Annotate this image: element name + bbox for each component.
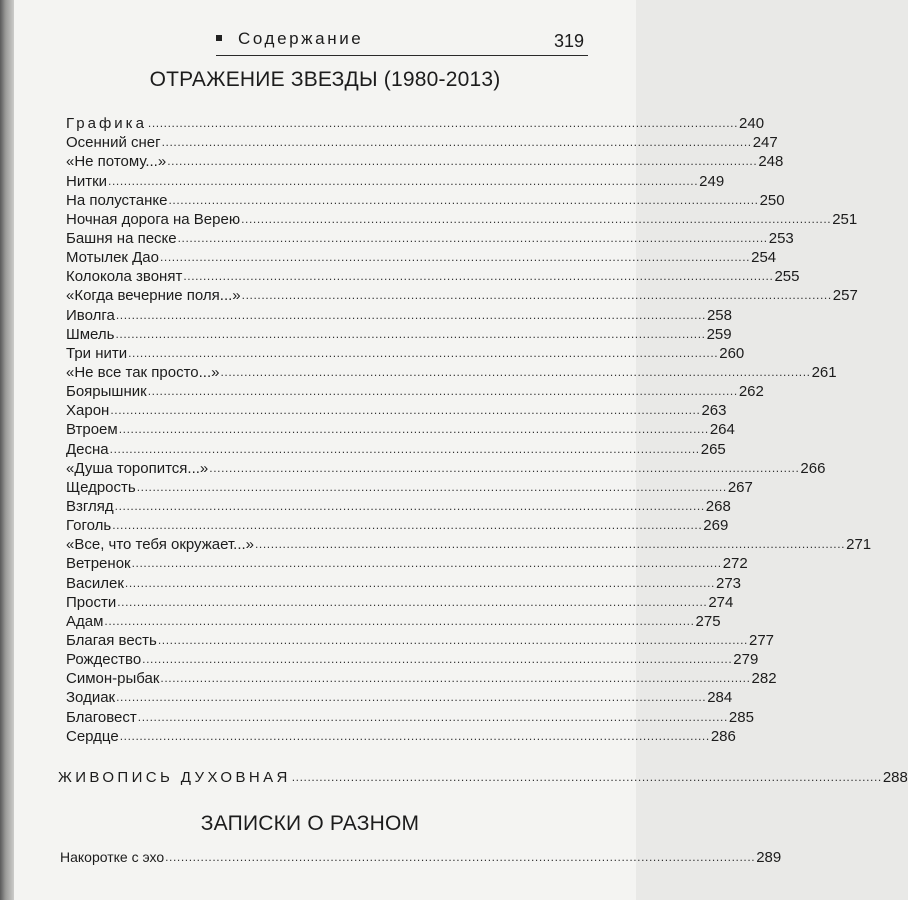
- toc-entry-page: 248: [758, 153, 784, 171]
- toc-entry: [66, 669, 777, 688]
- toc-entry-title: Ночная дорога на Верею: [66, 210, 241, 228]
- toc-entry-title: Гоголь: [66, 517, 112, 535]
- toc-entry-page: 269: [703, 517, 729, 535]
- toc-entry-title: Зодиак: [66, 689, 116, 707]
- toc-entry: [66, 516, 729, 535]
- toc-entry-title: Боярышник: [66, 383, 147, 401]
- toc-entry-title: Сердце: [66, 727, 119, 745]
- toc-entry: [66, 631, 775, 650]
- toc-entry-title: Ветренок: [66, 555, 131, 573]
- toc-entry-title: На полустанке: [66, 191, 168, 209]
- bullet-icon: [216, 35, 222, 41]
- toc-leader: ......................................................................................................................................................: [209, 460, 800, 475]
- toc-leader: ......................................................................................................................................................: [147, 384, 738, 399]
- toc-leader: ......................................................................................................................................................: [168, 192, 759, 207]
- toc-entry-title: Адам: [66, 612, 104, 630]
- toc-entry-page: 262: [738, 383, 764, 401]
- toc-entry-page: 274: [708, 593, 734, 611]
- toc-leader: ......................................................................................................................................................: [142, 652, 733, 667]
- toc-entry-title: Десна: [66, 440, 109, 458]
- toc-entry: [66, 573, 742, 592]
- toc-entry-title: Башня на песке: [66, 229, 177, 247]
- toc-entry-page: 272: [722, 555, 748, 573]
- toc-entry-page: 285: [728, 708, 754, 726]
- toc-entry: [66, 650, 759, 669]
- toc-entry-title: Нитки: [66, 172, 108, 190]
- toc-entry-title: Колокола звонят: [66, 268, 183, 286]
- toc-entry-title: Втроем: [66, 421, 118, 439]
- toc-entry-title: Благовест: [66, 708, 137, 726]
- toc-entry: [66, 152, 784, 171]
- toc-leader: ......................................................................................................................................................: [255, 537, 846, 552]
- toc-entry: [66, 459, 826, 478]
- toc-leader: ......................................................................................................................................................: [118, 422, 709, 437]
- toc-leader: ......................................................................................................................................................: [183, 269, 774, 284]
- toc-leader: ......................................................................................................................................................: [136, 479, 727, 494]
- toc-entry: [66, 248, 777, 267]
- toc-entry-title: Три нити: [66, 344, 128, 362]
- toc-leader: ......................................................................................................................................................: [114, 498, 705, 513]
- toc-entry: [66, 267, 800, 286]
- toc-entry-page: 247: [752, 134, 778, 152]
- toc-entry: [66, 535, 872, 554]
- toc-entry: [66, 229, 794, 248]
- toc-entry: [66, 707, 754, 726]
- toc-entry-page: 261: [811, 363, 837, 381]
- toc-leader: ......................................................................................................................................................: [160, 671, 751, 686]
- toc-entry-page: 284: [707, 689, 733, 707]
- running-head: [216, 29, 588, 56]
- toc-leader: ......................................................................................................................................................: [117, 594, 708, 609]
- toc-entry: [66, 286, 858, 305]
- toc-entry-title: Благая весть: [66, 631, 157, 649]
- toc-leader: ......................................................................................................................................................: [115, 307, 706, 322]
- toc-leader: ......................................................................................................................................................: [160, 250, 751, 265]
- toc-entry-title: Осенний снег: [66, 134, 161, 152]
- toc-entry: [66, 305, 732, 324]
- toc-leader: ......................................................................................................................................................: [112, 518, 703, 533]
- toc-leader: ......................................................................................................................................................: [157, 632, 748, 647]
- toc-entry-page: 277: [748, 631, 775, 649]
- toc-list: [66, 114, 872, 746]
- toc-entry-page: 254: [751, 249, 777, 267]
- toc-leader: ......................................................................................................................................................: [104, 613, 695, 628]
- toc-entry: [66, 325, 732, 344]
- toc-entry-title: Иволга: [66, 306, 115, 324]
- toc-entry-page: 286: [710, 727, 736, 745]
- toc-entry: [66, 420, 735, 439]
- toc-entry-title: «Душа торопится...»: [66, 459, 209, 477]
- toc-entry-page: 271: [846, 536, 872, 554]
- toc-entry-page: 263: [701, 402, 727, 420]
- toc-entry-page: 251: [832, 210, 858, 228]
- toc-leader: ......................................................................................................................................................: [109, 441, 700, 456]
- toc-leader: ......................................................................................................................................................: [161, 135, 752, 150]
- toc-leader: ......................................................................................................................................................: [137, 709, 728, 724]
- toc-leader: ......................................................................................................................................................: [177, 230, 768, 245]
- toc-entry: [66, 478, 753, 497]
- running-head-title: Содержание: [238, 29, 364, 48]
- toc-entry: [66, 401, 727, 420]
- toc-entry: [66, 439, 726, 458]
- toc-entry-page: 273: [716, 574, 742, 592]
- toc-leader: ......................................................................................................................................................: [110, 403, 701, 418]
- toc-leader: ......................................................................................................................................................: [220, 364, 811, 379]
- toc-entry-page: 240: [739, 115, 765, 133]
- toc-entry-page: 288: [882, 769, 908, 786]
- toc-leader: ......................................................................................................................................................: [115, 326, 706, 341]
- toc-leader: ......................................................................................................................................................: [241, 211, 832, 226]
- toc-entry: [66, 727, 736, 746]
- toc-entry-title: «Не потому...»: [66, 153, 167, 171]
- toc-leader: ......................................................................................................................................................: [147, 116, 739, 131]
- toc-entry-page: 259: [706, 325, 732, 343]
- toc-entry: [66, 114, 765, 133]
- toc-entry-title: «Не все так просто...»: [66, 363, 220, 381]
- toc-leader: ......................................................................................................................................................: [167, 154, 758, 169]
- toc-entry: [66, 171, 725, 190]
- toc-entry-page: 289: [756, 849, 782, 866]
- toc-leader: ......................................................................................................................................................: [108, 173, 699, 188]
- toc-entry-title: Прости: [66, 593, 117, 611]
- toc-entry: [66, 497, 731, 516]
- toc-entry-title: Накоротке с эхо: [60, 849, 165, 865]
- toc-entry-title: Щедрость: [66, 478, 136, 496]
- toc-entry-title: Симон-рыбак: [66, 670, 160, 688]
- toc-entry: [66, 593, 734, 612]
- toc-entry: [66, 344, 745, 363]
- toc-leader: ......................................................................................................................................................: [124, 575, 715, 590]
- toc-entry-page: 267: [727, 478, 753, 496]
- toc-leader: ......................................................................................................................................................: [128, 345, 719, 360]
- toc-entry-title: Мотылек Дао: [66, 249, 159, 267]
- toc-entry-page: 249: [699, 172, 725, 190]
- toc-leader: ......................................................................................................................................................: [116, 690, 707, 705]
- toc-entry-page: 258: [706, 306, 732, 324]
- toc-leader: ......................................................................................................................................................: [291, 770, 882, 784]
- toc-entry-page: 265: [700, 440, 726, 458]
- toc-entry-page: 282: [751, 670, 777, 688]
- toc-entry: [66, 191, 785, 210]
- toc-entry-title: Василек: [66, 574, 124, 592]
- toc-leader: ......................................................................................................................................................: [165, 850, 756, 864]
- toc-entry-page: 257: [832, 287, 858, 305]
- toc-entry-title: Рождество: [66, 651, 142, 669]
- part-title-reflection: ОТРАЖЕНИЕ ЗВЕЗДЫ (1980-2013): [149, 68, 501, 91]
- toc-entry-page: 275: [695, 612, 721, 630]
- toc-entry-page: 268: [705, 497, 731, 515]
- toc-entry-title: Шмель: [66, 325, 115, 343]
- toc-entry-page: 264: [709, 421, 735, 439]
- toc-entry-page: 253: [768, 229, 794, 247]
- toc-entry-page: 255: [774, 268, 800, 286]
- toc-entry-title: «Когда вечерние поля...»: [66, 287, 241, 305]
- toc-entry-title: Харон: [66, 402, 110, 420]
- toc-entry-page: 250: [759, 191, 785, 209]
- toc-entry-title: «Все, что тебя окружает...»: [66, 536, 254, 554]
- toc-entry-title: Взгляд: [66, 497, 114, 515]
- toc-entry-painting: [58, 768, 908, 787]
- toc-entry: [66, 688, 733, 707]
- page-number: 319: [553, 31, 584, 51]
- toc-entry: [66, 133, 778, 152]
- toc-entry-title: Графика: [66, 115, 147, 133]
- toc-entry: [66, 612, 721, 631]
- part-title-notes: ЗАПИСКИ О РАЗНОМ: [200, 812, 420, 835]
- toc-entry-title: ЖИВОПИСЬ ДУХОВНАЯ: [58, 769, 291, 786]
- toc-entry: [66, 210, 858, 229]
- toc-entry-page: 266: [800, 459, 826, 477]
- toc-entry: [66, 382, 764, 401]
- toc-entry-page: 279: [733, 651, 759, 669]
- toc-leader: ......................................................................................................................................................: [119, 728, 710, 743]
- toc-leader: ......................................................................................................................................................: [131, 556, 722, 571]
- toc-leader: ......................................................................................................................................................: [241, 288, 832, 303]
- toc-entry-page: 260: [719, 344, 745, 362]
- toc-entry: [66, 363, 837, 382]
- toc-entry: [66, 554, 748, 573]
- toc-entry-echo: [60, 848, 782, 867]
